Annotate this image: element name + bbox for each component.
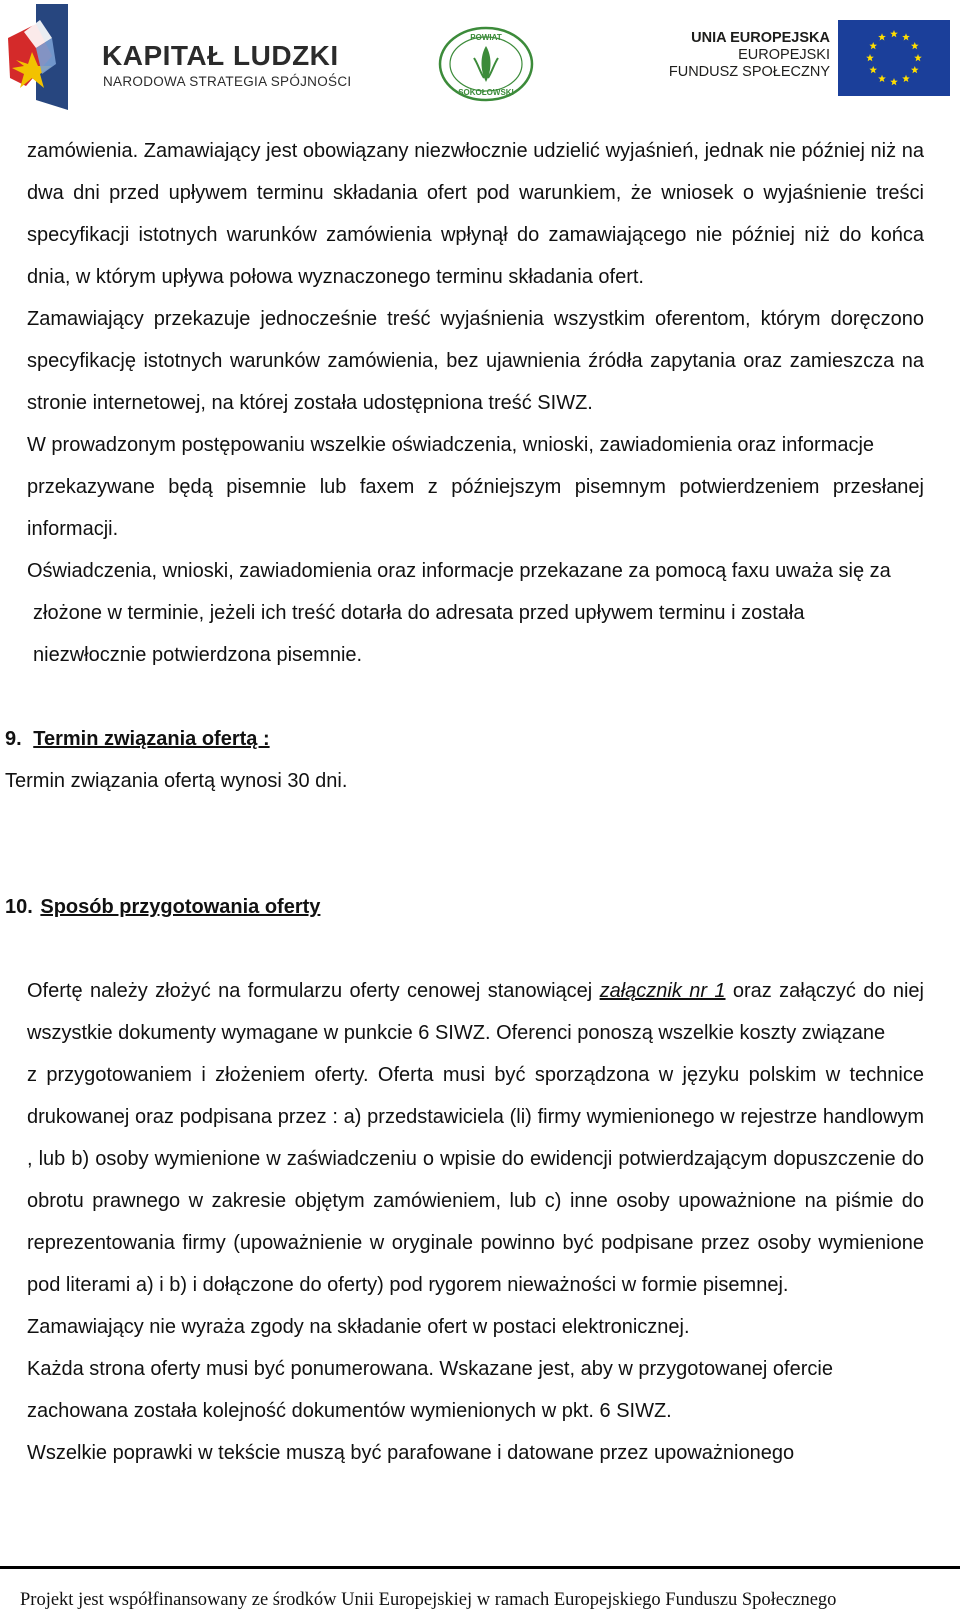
paragraph-line: drukowanej oraz podpisana przez : a) przedstawiciela (li) firmy wymienionego w rejestrze handlowym	[27, 1106, 924, 1128]
section-10-heading	[5, 886, 320, 929]
paragraph-line: dwa dni przed upływem terminu składania ofert pod warunkiem, że wniosek o wyjaśnienie treści	[27, 182, 924, 204]
paragraph-line: specyfikację istotnych warunków zamówienia, bez ujawnienia źródła zapytania oraz zamieszcza na	[27, 350, 924, 372]
paragraph-line: zamówienia. Zamawiający jest obowiązany niezwłocznie udzielić wyjaśnień, jednak nie później niż na	[27, 140, 924, 162]
section-9-heading	[5, 718, 270, 761]
paragraph-line: Zamawiający nie wyraża zgody na składanie ofert w postaci elektronicznej.	[27, 1316, 690, 1338]
section-9-number: 9.	[5, 728, 22, 750]
paragraph-line: przekazywane będą pisemnie lub faxem z późniejszym pisemnym potwierdzeniem przesłanej	[27, 476, 924, 498]
paragraph-line: niezwłocznie potwierdzona pisemnie.	[33, 644, 363, 666]
section-9-title: Termin związania ofertą :	[33, 728, 270, 750]
eu-flag-icon	[838, 20, 950, 96]
paragraph-line: reprezentowania firmy (upoważnienie w oryginale powinno być podpisane przez osoby wymienione	[27, 1232, 924, 1254]
kapital-ludzki-emblem-icon	[6, 4, 78, 110]
kapital-ludzki-title: KAPITAŁ LUDZKI	[102, 40, 339, 71]
paragraph-line: obrotu prawnego w zakresie objętym zamówieniem, lub c) inne osoby upoważnione na piśmie do	[27, 1190, 924, 1212]
eu-line-union: UNIA EUROPEJSKA	[691, 30, 830, 46]
paragraph-line: Zamawiający przekazuje jednocześnie treść wyjaśnienia wszystkim oferentom, którym doręczono	[27, 308, 924, 330]
kapital-ludzki-logo	[6, 4, 352, 110]
section-10-title: Sposób przygotowania oferty	[40, 896, 321, 918]
paragraph-line: Wszelkie poprawki w tekście muszą być parafowane i datowane przez upoważnionego	[27, 1442, 795, 1464]
page-header	[0, 0, 960, 118]
paragraph-line: złożone w terminie, jeżeli ich treść dotarła do adresata przed upływem terminu i została	[33, 602, 805, 624]
paragraph-line: stronie internetowej, na której została udostępniona treść SIWZ.	[27, 392, 593, 414]
text-run: Ofertę należy złożyć na formularzu oferty cenowej stanowiącej	[27, 980, 600, 1002]
footer-divider	[0, 1566, 960, 1569]
paragraph-line: Każda strona oferty musi być ponumerowana. Wskazane jest, aby w przygotowanej ofercie	[27, 1358, 833, 1380]
paragraph-line: wszystkie dokumenty wymagane w punkcie 6 SIWZ. Oferenci ponoszą wszelkie koszty związane	[27, 1022, 886, 1044]
paragraph-line: specyfikacji istotnych warunków zamówienia wpłynął do zamawiającego nie później niż do końca	[27, 224, 924, 246]
eu-text-block	[640, 30, 830, 80]
paragraph-line: dnia, w którym upływa połowa wyznaczonego terminu składania ofert.	[27, 266, 644, 288]
paragraph-line: z przygotowaniem i złożeniem oferty. Oferta musi być sporządzona w języku polskim w technice	[27, 1064, 924, 1086]
paragraph-line: informacji.	[27, 518, 119, 540]
paragraph-line: pod literami a) i b) i dołączone do oferty) pod rygorem nieważności w formie pisemnej.	[27, 1274, 789, 1296]
paragraph-line: zachowana została kolejność dokumentów wymienionych w pkt. 6 SIWZ.	[27, 1400, 672, 1422]
paragraph-line: , lub b) osoby wymienione w zaświadczeniu o wpisie do ewidencji potwierdzającym dopuszczenie do	[27, 1148, 924, 1170]
footer-text: Projekt jest współfinansowany ze środków Unii Europejskiej w ramach Europejskiego Funduszu Społecznego	[20, 1590, 837, 1610]
seal-text-top: POWIAT	[470, 33, 502, 42]
eu-line-social-fund: FUNDUSZ SPOŁECZNY	[668, 64, 830, 80]
section-10-number: 10.	[5, 896, 33, 918]
paragraph-line: W prowadzonym postępowaniu wszelkie oświadczenia, wnioski, zawiadomienia oraz informacje	[27, 434, 875, 456]
text-run: oraz załączyć do niej	[725, 980, 924, 1002]
powiat-sokolowski-seal-icon	[434, 24, 538, 104]
paragraph-line	[27, 970, 924, 1013]
kapital-ludzki-subtitle: NARODOWA STRATEGIA SPÓJNOŚCI	[103, 74, 352, 89]
attachment-reference-link[interactable]: załącznik nr 1	[599, 980, 726, 1002]
paragraph-line: Oświadczenia, wnioski, zawiadomienia oraz informacje przekazane za pomocą faxu uważa się za	[27, 560, 891, 582]
section-9-text: Termin związania ofertą wynosi 30 dni.	[5, 770, 348, 792]
seal-text-bottom: SOKOŁOWSKI	[458, 88, 514, 97]
eu-line-european: EUROPEJSKI	[738, 47, 830, 63]
